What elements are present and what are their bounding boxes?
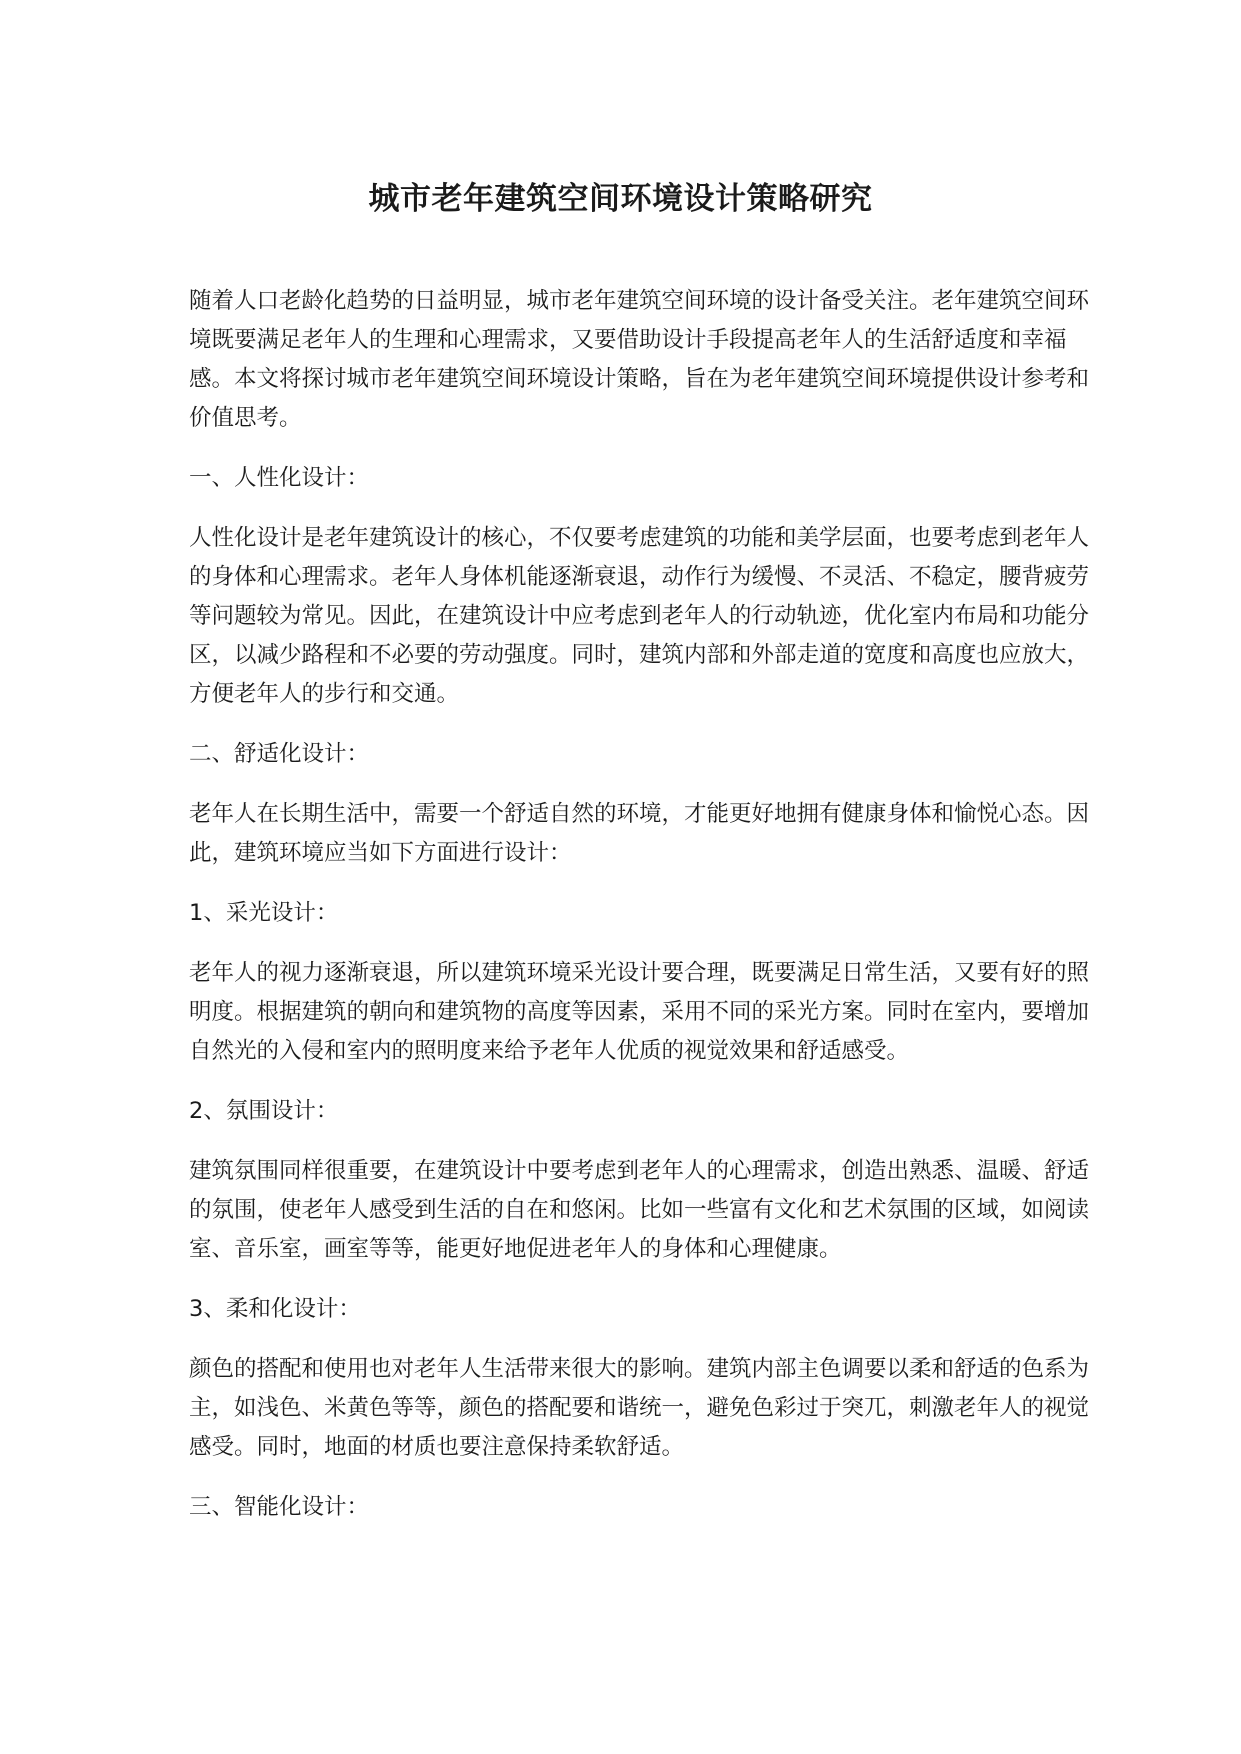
comfort-paragraph: 老年人在长期生活中，需要一个舒适自然的环境，才能更好地拥有健康身体和愉悦心态。因此，建筑环境应当如下方面进行设计： — [189, 801, 1090, 866]
humanized-paragraph: 人性化设计是老年建筑设计的核心，不仅要考虑建筑的功能和美学层面，也要考虑到老年人的身体和心理需求。老年人身体机能逐渐衰退，动作行为缓慢、不灵活、不稳定，腰背疲劳等问题较为常见。因此，在建筑设计中应考虑到老年人的行动轨迹，优化室内布局和功能分区，以减少路程和不必要的劳动强度。同时，建筑内部和外部走道的宽度和高度也应放大，方便老年人的步行和交通。 — [189, 525, 1090, 707]
subsection-heading-softness: 3、柔和化设计： — [189, 1296, 361, 1322]
intro-paragraph: 随着人口老龄化趋势的日益明显，城市老年建筑空间环境的设计备受关注。老年建筑空间环境既要满足老年人的生理和心理需求，又要借助设计手段提高老年人的生活舒适度和幸福感。本文将探讨城市老年建筑空间环境设计策略，旨在为老年建筑空间环境提供设计参考和价值思考。 — [189, 288, 1090, 431]
document-title: 城市老年建筑空间环境设计策略研究 — [368, 181, 873, 217]
document-body — [189, 282, 1089, 1548]
subsection-heading-lighting: 1、采光设计： — [189, 900, 339, 926]
section-heading-humanized: 一、人性化设计： — [189, 465, 370, 491]
section-heading-comfort: 二、舒适化设计： — [189, 741, 370, 767]
section-heading-smart: 三、智能化设计： — [189, 1494, 370, 1520]
softness-paragraph: 颜色的搭配和使用也对老年人生活带来很大的影响。建筑内部主色调要以柔和舒适的色系为主，如浅色、米黄色等等，颜色的搭配要和谐统一，避免色彩过于突兀，刺激老年人的视觉感受。同时，地面的材质也要注意保持柔软舒适。 — [189, 1356, 1090, 1460]
lighting-paragraph: 老年人的视力逐渐衰退，所以建筑环境采光设计要合理，既要满足日常生活，又要有好的照明度。根据建筑的朝向和建筑物的高度等因素，采用不同的采光方案。同时在室内，要增加自然光的入侵和室内的照明度来给予老年人优质的视觉效果和舒适感受。 — [189, 960, 1090, 1064]
atmosphere-paragraph: 建筑氛围同样很重要，在建筑设计中要考虑到老年人的心理需求，创造出熟悉、温暖、舒适的氛围，使老年人感受到生活的自在和悠闲。比如一些富有文化和艺术氛围的区域，如阅读室、音乐室，画室等等，能更好地促进老年人的身体和心理健康。 — [189, 1158, 1090, 1262]
subsection-heading-atmosphere: 2、氛围设计： — [189, 1098, 339, 1124]
